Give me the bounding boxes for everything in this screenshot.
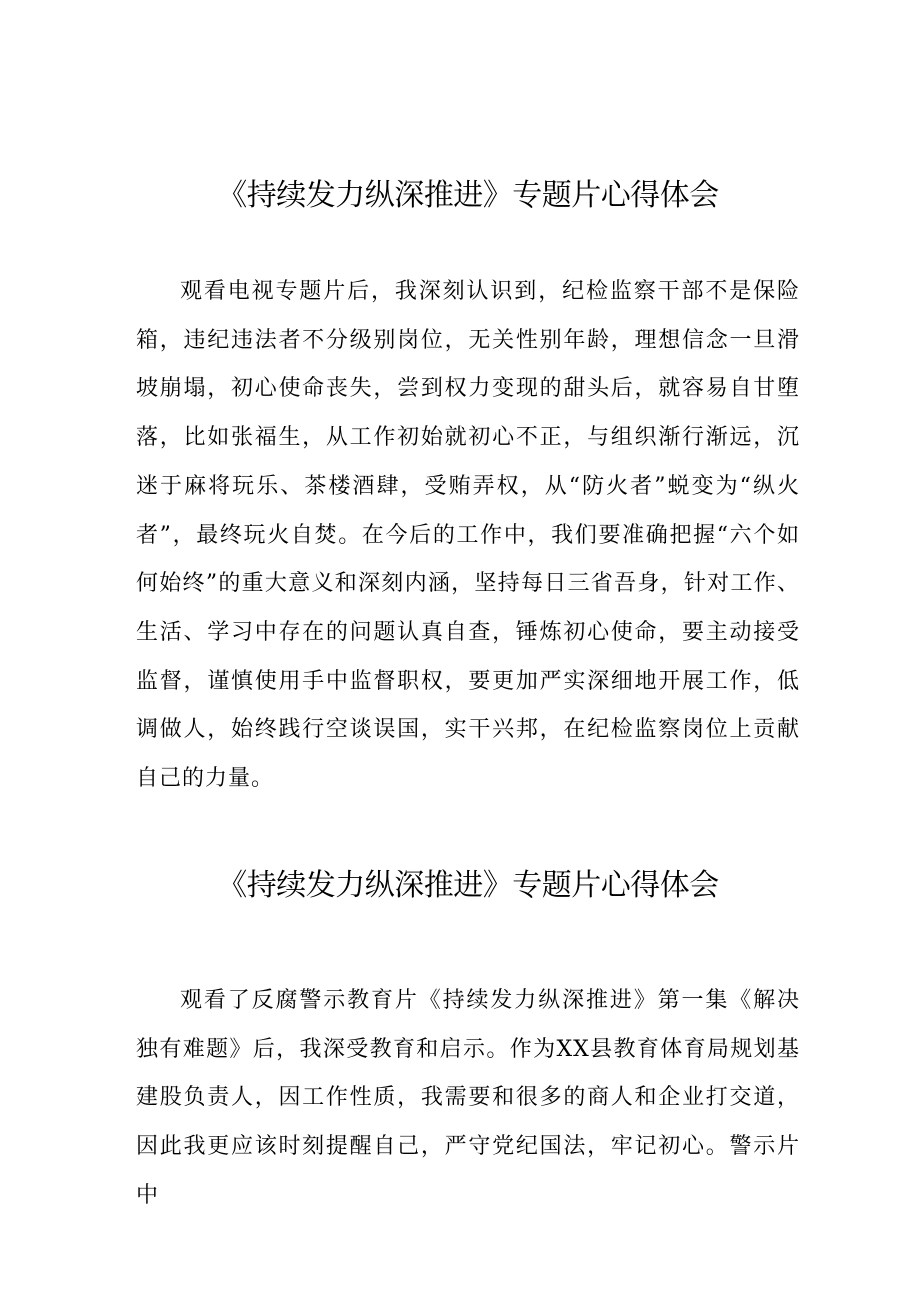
section-title: 《持续发力纵深推进》专题片心得体会: [217, 178, 719, 213]
section-paragraph: 观看电视专题片后，我深刻认识到，纪检监察干部不是保险箱，违纪违法者不分级别岗位，无关性别年龄，理想信念一旦滑坡崩塌，初心使命丧失，尝到权力变现的甜头后，就容易自甘堕落，比如张福生，从工作初始就初心不正，与组织渐行渐远，沉迷于麻将玩乐、茶楼酒肆，受贿弄权，从“防火者”蜕变为“纵火者”，最终玩火自焚。在今后的工作中，我们要准确把握“六个如何始终”的重大意义和深刻内涵，坚持每日三省吾身，针对工作、生活、学习中存在的问题认真自查，锤炼初心使命，要主动接受监督，谨慎使用手中监督职权，要更加严实深细地开展工作，低调做人，始终践行空谈误国，实干兴邦，在纪检监察岗位上贡献自己的力量。: [136, 279, 800, 792]
essay-section-1: [136, 176, 800, 804]
section-title: 《持续发力纵深推进》专题片心得体会: [217, 868, 719, 903]
essay-section-2: [136, 866, 800, 1221]
section-paragraph: 观看了反腐警示教育片《持续发力纵深推进》第一集《解决独有难题》后，我深受教育和启示。作为XX县教育体育局规划基建股负责人，因工作性质，我需要和很多的商人和企业打交道，因此我更应该时刻提醒自己，严守党纪国法，牢记初心。警示片中: [136, 988, 800, 1208]
